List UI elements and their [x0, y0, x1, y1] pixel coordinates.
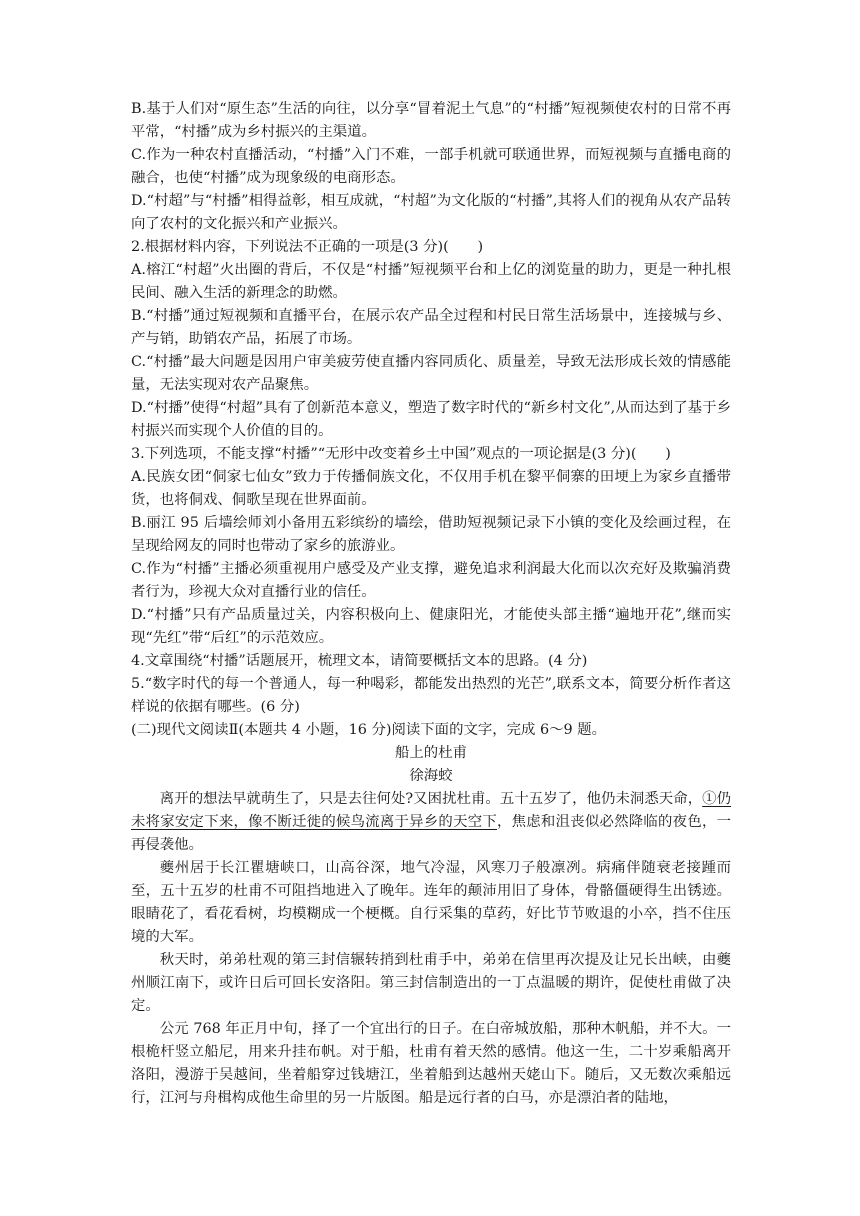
q2-stem: 2.根据材料内容，下列说法不正确的一项是(3 分)( ) — [131, 239, 484, 255]
article-author: 徐海蛟 — [409, 768, 453, 784]
q3-stem: 3.下列选项，不能支撑“村播”“无形中改变着乡土中国”观点的一项论据是(3 分)( ) — [131, 446, 671, 462]
q2-option-c: C.“村播”最大问题是因用户审美疲劳使直播内容同质化、质量差，导致无法形成长效的情感能量，无法实现对农产品聚焦。 — [131, 354, 731, 393]
article-paragraph-4: 公元 768 年正月中旬，择了一个宜出行的日子。在白帝城放船，那种木帆船，并不大。一根桅杆竖立船尼，用来升挂布帆。对于船，杜甫有着天然的感情。他这一生，二十岁乘船离开洛阳，漫游于吴越间，坐着船穿过钱塘江，坐着船到达越州天姥山下。随后，又无数次乘船远行，江河与舟楫构成他生命里的另一片版图。船是远行者的白马，亦是漂泊者的陆地， — [131, 1021, 731, 1106]
q2-option-d: D.“村播”使得“村超”具有了创新范本意义，塑造了数字时代的“新乡村文化”,从而达到了基于乡村振兴而实现个人价值的目的。 — [131, 400, 731, 439]
q1-option-c: C.作为一种农村直播活动，“村播”入门不难，一部手机就可联通世界，而短视频与直播电商的融合，也使“村播”成为现象级的电商形态。 — [131, 147, 731, 186]
document-page — [131, 98, 731, 1110]
paragraph-1-tail: ，焦虑和沮丧似必然降临的夜色，一再侵袭他。 — [131, 814, 731, 853]
q2-option-b: B.“村播”通过短视频和直播平台，在展示农产品全过程和村民日常生活场景中，连接城与乡、产与销，助销农产品，拓展了市场。 — [131, 308, 731, 347]
q1-option-b: B.基于人们对“原生态”生活的向往，以分享“冒着泥土气息”的“村播”短视频使农村的日常不再平常，“村播”成为乡村振兴的主渠道。 — [131, 101, 731, 140]
q3-option-c: C.作为“村播”主播必须重视用户感受及产业支撑，避免追求利润最大化而以次充好及欺骗消费者行为，珍视大众对直播行业的信任。 — [131, 561, 731, 600]
q3-option-a: A.民族女团“侗家七仙女”致力于传播侗族文化，不仅用手机在黎平侗寨的田埂上为家乡直播带货，也将侗戏、侗歌呈现在世界面前。 — [131, 469, 731, 508]
q1-option-d: D.“村超”与“村播”相得益彰，相互成就，“村超”为文化版的“村播”,其将人们的视角从农产品转向了农村的文化振兴和产业振兴。 — [131, 193, 731, 232]
q3-option-b: B.丽江 95 后墙绘师刘小备用五彩缤纷的墙绘，借助短视频记录下小镇的变化及绘画过程，在呈现给网友的同时也带动了家乡的旅游业。 — [131, 515, 731, 554]
section-heading: (二)现代文阅读Ⅱ(本题共 4 小题，16 分)阅读下面的文字，完成 6～9 题。 — [131, 722, 607, 738]
q4-stem: 4.文章围绕“村播”话题展开，梳理文本，请简要概括文本的思路。(4 分) — [131, 653, 588, 669]
paragraph-1-lead: 离开的想法早就萌生了，只是去往何处?又困扰杜甫。五十五岁了，他仍未洞悉天命， — [159, 791, 703, 807]
q2-option-a: A.榕江“村超”火出圈的背后，不仅是“村播”短视频平台和上亿的浏览量的助力，更是一种扎根民间、融入生活的新理念的助燃。 — [131, 262, 731, 301]
article-paragraph-1 — [131, 788, 731, 857]
article-paragraph-2: 夔州居于长江瞿塘峡口，山高谷深，地气冷湿，风寒刀子般凛冽。病痛伴随衰老接踵而至，五十五岁的杜甫不可阻挡地进入了晚年。连年的颠沛用旧了身体，骨骼僵硬得生出锈迹。眼睛花了，看花看树，均模糊成一个梗概。自行采集的草药，好比节节败退的小卒，挡不住压境的大军。 — [131, 860, 731, 945]
article-paragraph-3: 秋天时，弟弟杜观的第三封信辗转捎到杜甫手中，弟弟在信里再次提及让兄长出峡，由夔州顺江南下，或许日后可回长安洛阳。第三封信制造出的一丁点温暖的期许，促使杜甫做了决定。 — [131, 952, 731, 1014]
underlined-sentence-1: ①仍未将家安定下来，像不断迁徙的候鸟流离于异乡的天空下 — [131, 791, 731, 830]
q3-option-d: D.“村播”只有产品质量过关，内容积极向上、健康阳光，才能使头部主播“遍地开花”,继而实现“先红”带“后红”的示范效应。 — [131, 607, 731, 646]
article-title: 船上的杜甫 — [395, 745, 467, 761]
q5-stem: 5.“数字时代的每一个普通人，每一种喝彩，都能发出热烈的光芒”,联系文本，简要分析作者这样说的依据有哪些。(6 分) — [131, 676, 731, 715]
